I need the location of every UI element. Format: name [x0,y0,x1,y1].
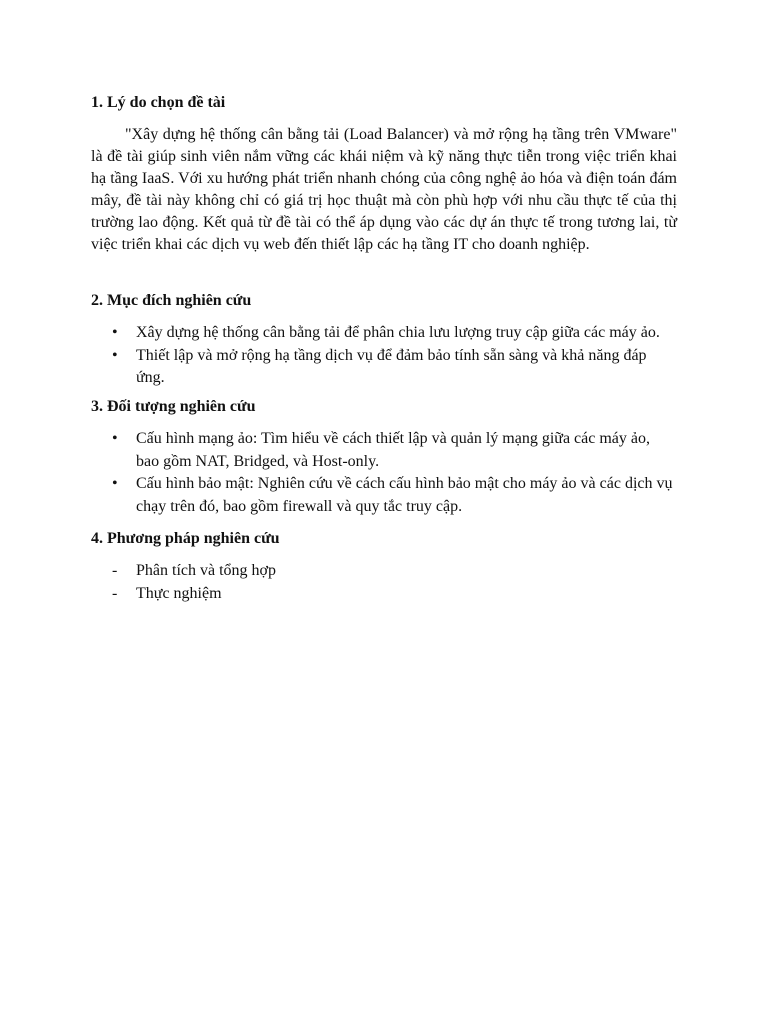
dash-marker: - [112,584,118,602]
list-item-text: Xây dựng hệ thống cân bằng tải để phân chia lưu lượng truy cập giữa các máy ảo. [136,324,660,341]
section-1-heading: 1. Lý do chọn đề tài [91,94,226,111]
list-item-text: Cấu hình bảo mật: Nghiên cứu về cách cấu hình bảo mật cho máy ảo và các dịch vụ chạy trên đó, bao gồm firewall và quy tắc truy cập. [136,475,673,515]
section-4-list [91,560,677,605]
list-item [91,428,677,473]
list-item [91,345,677,390]
section-2-heading: 2. Mục đích nghiên cứu [91,292,252,309]
section-3-heading: 3. Đối tượng nghiên cứu [91,398,256,415]
section-4-heading: 4. Phương pháp nghiên cứu [91,530,280,547]
list-item-text: Thực nghiệm [136,584,222,602]
list-item [91,473,677,518]
dash-marker: - [112,562,118,579]
list-item-text: Phân tích và tổng hợp [136,562,276,579]
bullet-marker: • [112,475,118,492]
bullet-marker: • [112,430,118,447]
list-item [91,322,677,345]
bullet-marker: • [112,324,118,341]
section-1-paragraph: "Xây dựng hệ thống cân bằng tải (Load Balancer) và mở rộng hạ tầng trên VMware" là đề tài giúp sinh viên nắm vững các khái niệm và kỹ năng thực tiễn trong việc triển khai hạ tầng IaaS. Với xu hướng phát triển nhanh chóng của công nghệ ảo hóa và điện toán đám mây, đề tài này không chỉ có giá trị học thuật mà còn phù hợp với nhu cầu thực tế của thị trường lao động. Kết quả từ đề tài có thể áp dụng vào các dự án thực tế trong tương lai, từ việc triển khai các dịch vụ web đến thiết lập các hạ tầng IT cho doanh nghiệp. [91,126,677,253]
bullet-marker: • [112,346,118,364]
list-item [91,560,677,583]
list-item-text: Thiết lập và mở rộng hạ tầng dịch vụ để đảm bảo tính sẵn sàng và khả năng đáp ứng. [136,346,647,386]
list-item [91,583,677,606]
list-item-text: Cấu hình mạng ảo: Tìm hiểu về cách thiết lập và quản lý mạng giữa các máy ảo, bao gồm NAT, Bridged, và Host-only. [136,430,650,470]
section-3-list [91,428,677,518]
section-2-list [91,322,677,390]
